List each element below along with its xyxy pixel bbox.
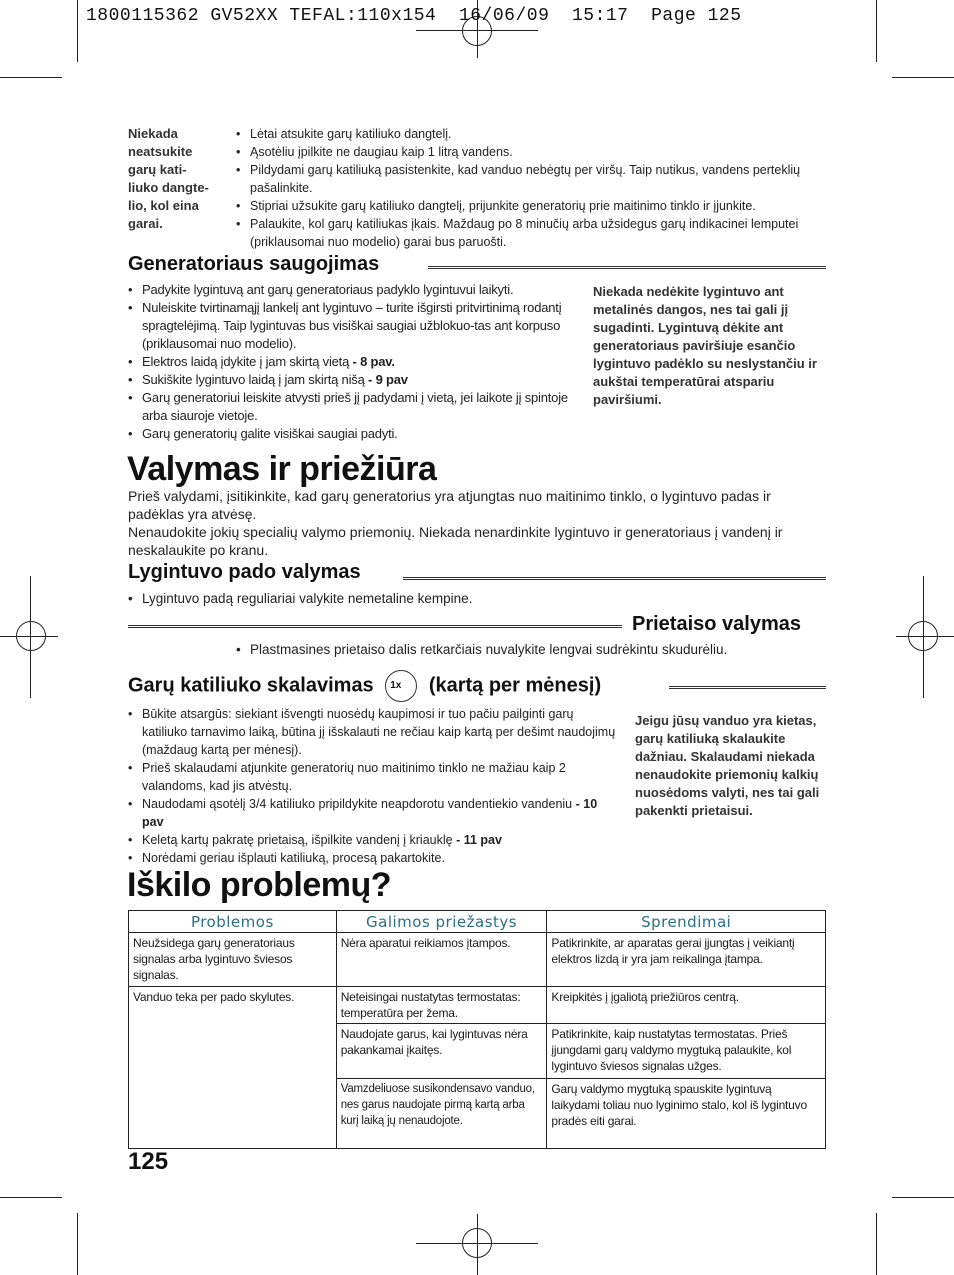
table-row [129,933,826,987]
heading-rule [128,625,622,628]
cause-cell: Nėra aparatui reikiamos įtampos. [336,933,547,987]
list-item: • Sukiškite lygintuvo laidą į jam skirtą nišą - 9 pav [128,371,582,389]
solution-cell: Patikrinkite, ar aparatas gerai įjungtas į veikiantį elektros lizdą ir yra jam reikalinga įtampa. [547,933,826,987]
cause-cell: Naudojate garus, kai lygintuvas nėra pakankamai įkaitęs. [336,1024,547,1079]
column-header: Problemos [129,911,337,933]
list-item: • Lygintuvo padą reguliariai valykite nemetaline kempine. [128,590,818,608]
sole-steps [128,590,818,608]
table-row [129,987,826,1024]
list-item: • Būkite atsargūs: siekiant išvengti nuosėdų kaupimosi ir tuo pačiu pailginti garų katiliuko tarnavimo laiką, būtina jį išskalauti ne rečiau kaip kartą per dešimt naudojimų (maždaug kartą per mėnesį). [128,705,620,759]
trouble-title: Iškilo problemų? [127,866,392,904]
list-item: • Ąsotėliu įpilkite ne daugiau kaip 1 litrą vandens. [236,143,826,161]
cleaning-intro: Prieš valydami, įsitikinkite, kad garų generatorius yra atjungtas nuo maitinimo tinklo, o lygintuvo padas ir padėklas yra atvėsę. Nenaudokite jokių specialių valymo priemonių. Niekada nenardinkite lygintuvo ir generatoriaus į vandenį ir neskalaukite po kranu. [128,488,783,558]
warning-note: Niekada neatsukite garų kati- liuko dangte- lio, kol eina garai. [128,126,209,231]
list-item: • Plastmasines prietaiso dalis retkarčiais nuvalykite lengvai sudrėkintu skudurėliu. [236,641,826,659]
crop-mark [0,1197,62,1198]
crop-mark [0,77,62,78]
registration-circle [908,621,938,651]
list-item: • Nuleiskite tvirtinamąjį lankelį ant lygintuvo – turite išgirsti pritvirtinimą rodantį spragtelėjimą. Taip lygintuvas bus visiškai saugiai užblokuo-tas ant korpuso (priklausomai nuo modelio). [128,299,582,353]
table-header-row [129,911,826,933]
problem-cell: Neužsidega garų generatoriaus signalas arba lygintuvo šviesos signalas. [129,933,337,987]
crop-mark [77,1213,78,1275]
solution-cell: Garų valdymo mygtuką spauskite lygintuvą laikydami toliau nuo lyginimo stalo, kol iš lygintuvo pradės eiti garai. [547,1079,826,1149]
cleaning-title: Valymas ir priežiūra [127,450,437,488]
list-item: • Palaukite, kol garų katiliukas įkais. Maždaug po 8 minučių arba užsidegus garų indikacinei lemputei (priklausomai nuo modelio) garai bus paruošti. [236,215,826,251]
crop-mark [876,1213,877,1275]
solution-cell: Patikrinkite, kaip nustatytas termostatas. Prieš įjungdami garų valdymo mygtuką palaukite, kol lygintuvo šviesos signalas užges. [547,1024,826,1079]
solution-cell: Kreipkitės į įgaliotą priežiūros centrą. [547,987,826,1024]
heading-rule [428,266,826,269]
list-item: • Naudodami ąsotėlį 3/4 katiliuko pripildykite neapdorotu vandentiekio vandeniu - 10 pav [128,795,620,831]
troubleshooting-table [128,910,826,1149]
cause-cell: Neteisingai nustatytas termostatas: temperatūra per žema. [336,987,547,1024]
list-item: • Stipriai užsukite garų katiliuko dangtelį, prijunkite generatorių prie maitinimo tinklo ir įjunkite. [236,197,826,215]
list-item: • Keletą kartų pakratę prietaisą, išpilkite vandenį į kriauklę - 11 pav [128,831,620,849]
storage-heading: Generatoriaus saugojimas [128,253,380,275]
list-item: • Prieš skalaudami atjunkite generatorių nuo maitinimo tinklo ne mažiau kaip 2 valandoms, kad jis atvėstų. [128,759,620,795]
list-item: • Pildydami garų katiliuką pasistenkite, kad vanduo nebėgtų per viršų. Taip nutikus, vandens perteklių pašalinkite. [236,161,826,197]
registration-circle [16,621,46,651]
column-header: Galimos priežastys [336,911,547,933]
crop-mark [892,77,954,78]
list-item: • Elektros laidą įdykite į jam skirtą vietą - 8 pav. [128,353,582,371]
page-number: 125 [128,1148,169,1175]
storage-warning-note: Niekada nedėkite lygintuvo ant metalinės dangos, nes tai gali jį sugadinti. Lygintuvą dėkite ant generatoriaus paviršiuje esančio lygintuvo padėklo su neslystančiu ir aukštai temperatūrai atspariu paviršiumi. [593,284,817,407]
list-item: • Padykite lygintuvą ant garų generatoriaus padyklo lygintuvui laikyti. [128,281,582,299]
rinse-warning-note: Jeigu jūsų vanduo yra kietas, garų katiliuką skalaukite dažniau. Skalaudami niekada nenaudokite priemonių kalkių nuosėdoms valyti, nes tai gali pakenkti prietaisui. [635,713,820,818]
rinse-steps [128,705,620,867]
refill-steps [236,125,826,251]
problem-cell: Vanduo teka per pado skylutes. [129,987,337,1149]
column-header: Sprendimai [547,911,826,933]
storage-steps [128,281,582,443]
registration-circle [462,1228,492,1258]
monthly-calendar-icon: 1x [385,670,417,702]
crop-mark [77,0,78,62]
list-item: • Norėdami geriau išplauti katiliuką, procesą pakartokite. [128,849,620,867]
crop-mark [892,1197,954,1198]
crop-mark [876,0,877,62]
list-item: • Garų generatorių galite visiškai saugiai padyti. [128,425,582,443]
print-header: 1800115362 GV52XX TEFAL:110x154 16/06/09 15:17 Page 125 [86,6,742,26]
sole-heading: Lygintuvo pado valymas [128,561,361,583]
appliance-heading: Prietaiso valymas [632,613,801,635]
heading-rule [403,577,826,580]
rinse-heading: Garų katiliuko skalavimas 1x (kartą per mėnesį) [128,670,601,702]
list-item: • Garų generatoriui leiskite atvysti prieš jį padydami į vietą, jei laikote jį spintoje arba siauroje vietoje. [128,389,582,425]
cause-cell: Vamzdeliuose susikondensavo vanduo, nes garus naudojate pirmą kartą arba kurį laiką jų nenaudojote. [336,1079,547,1149]
appliance-steps [236,641,826,659]
list-item: • Lėtai atsukite garų katiliuko dangtelį. [236,125,826,143]
heading-rule [669,686,826,689]
